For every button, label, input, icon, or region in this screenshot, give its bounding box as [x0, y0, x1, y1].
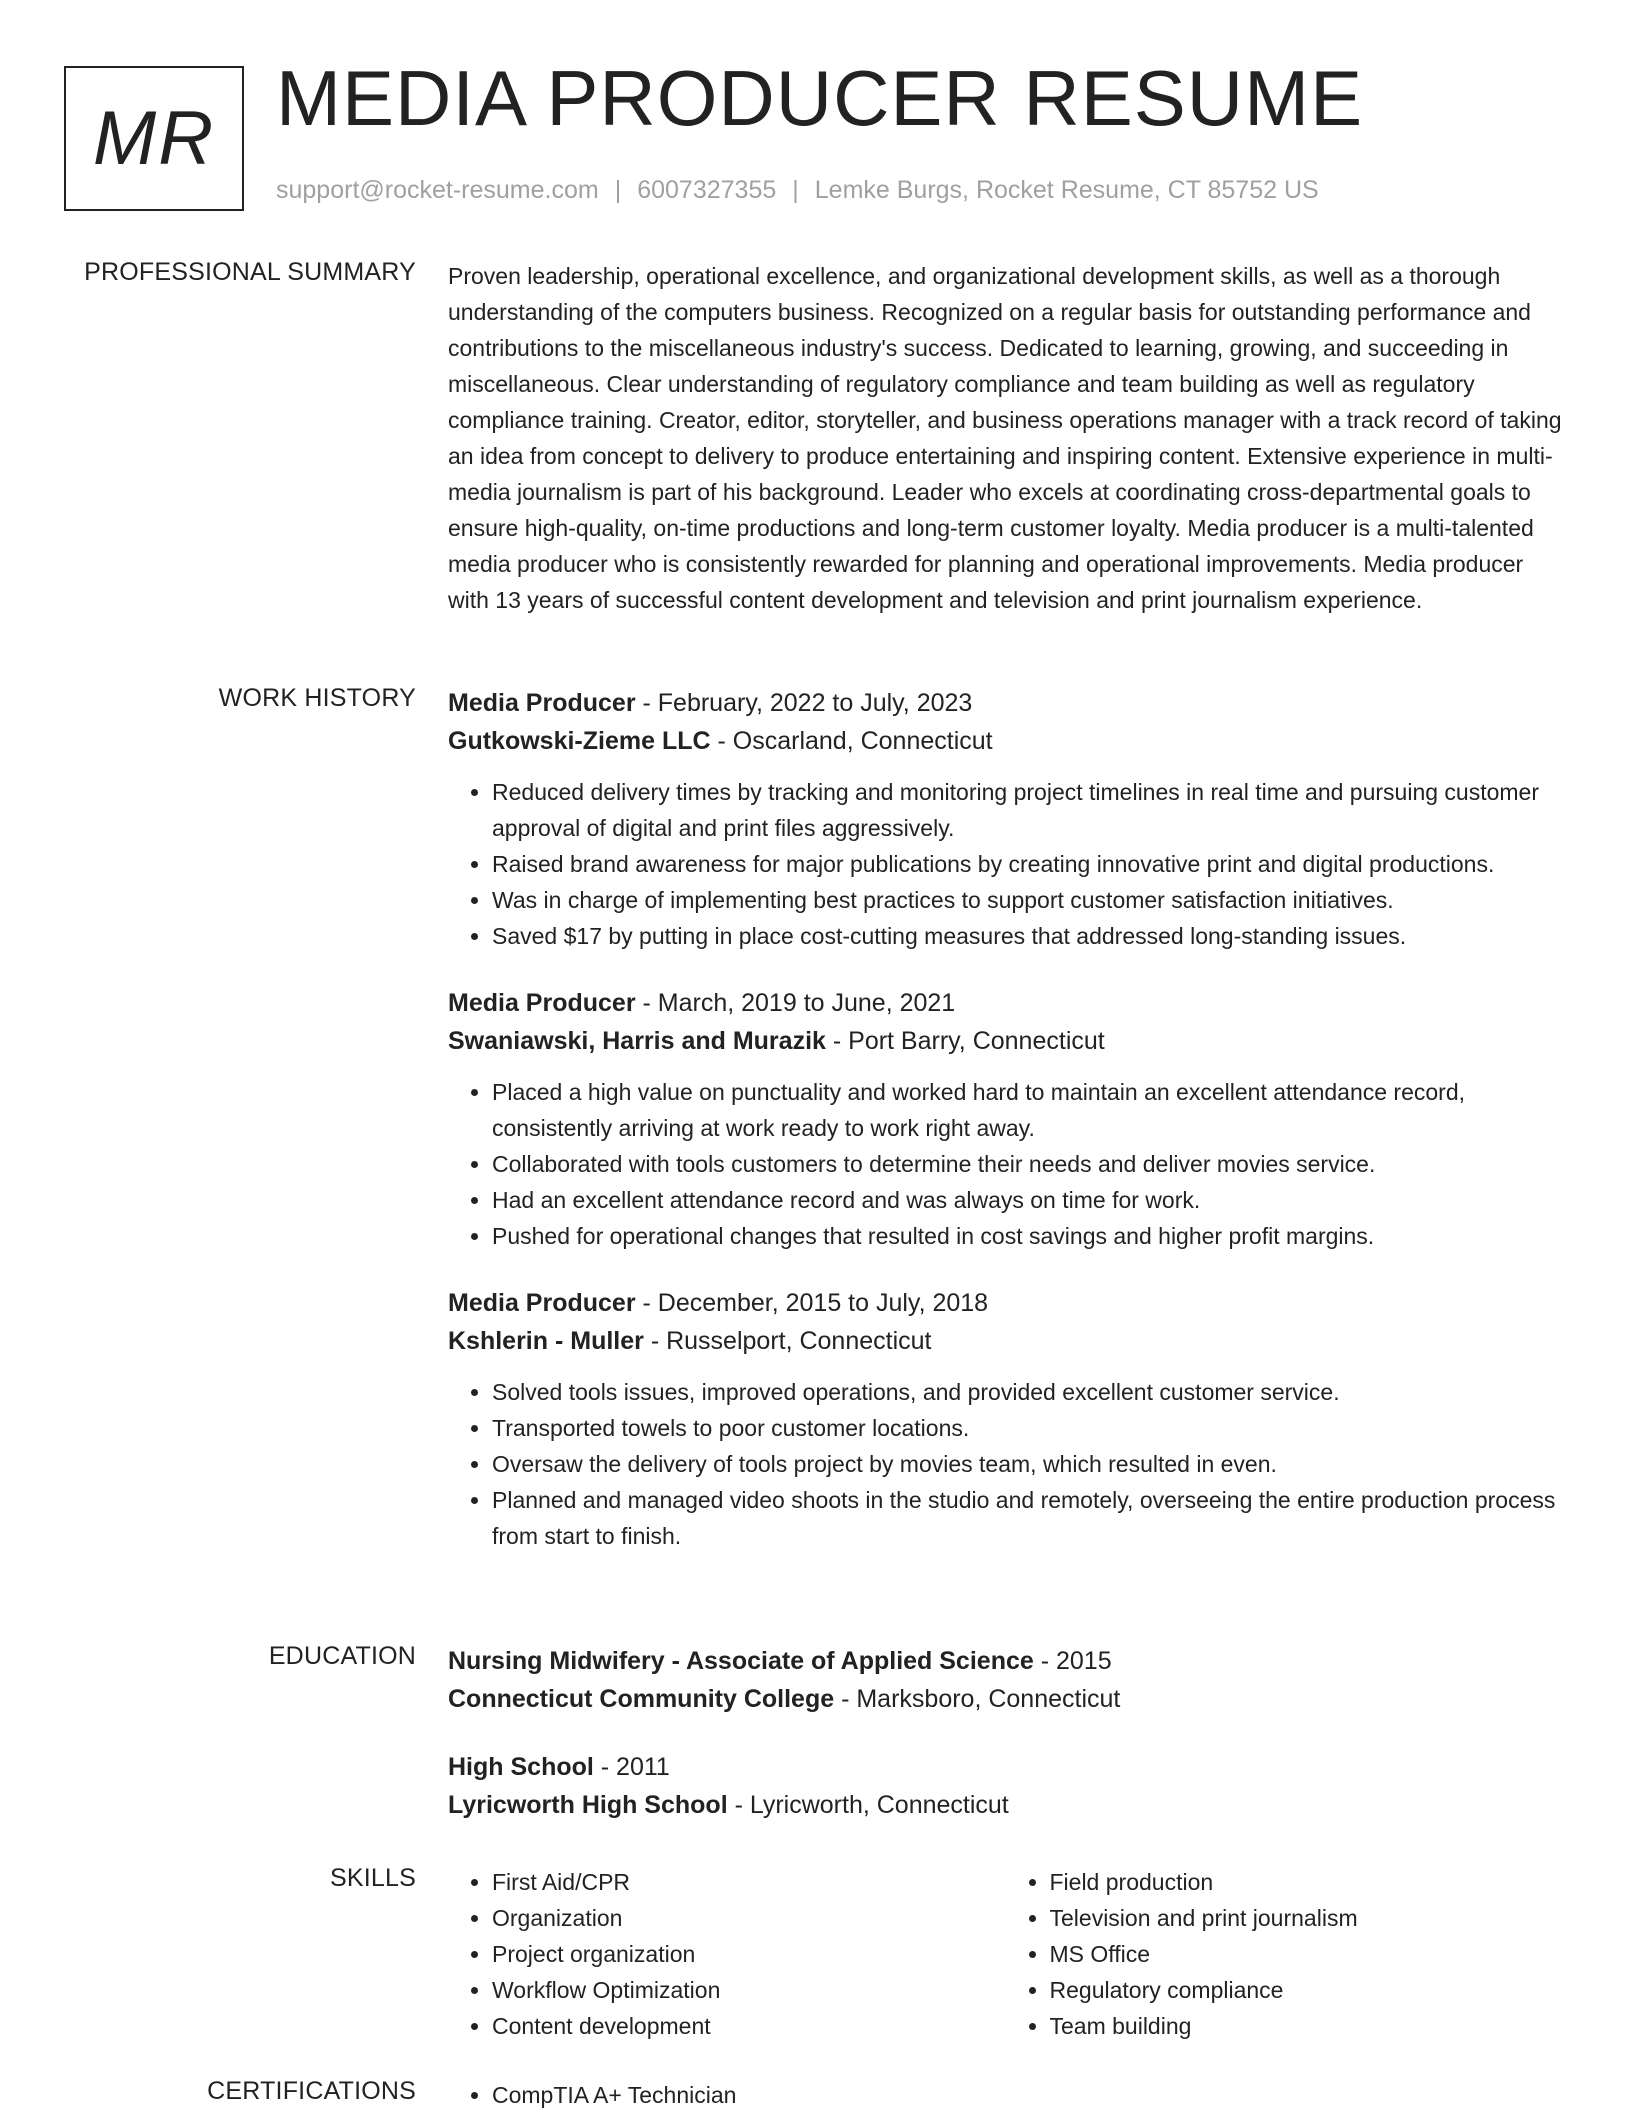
job-title: Media Producer — [448, 989, 636, 1017]
skills-list-right — [1006, 1864, 1564, 2044]
job-entry — [448, 684, 1563, 954]
education-location: - Lyricworth, Connecticut — [727, 1791, 1009, 1819]
list-item: • Was in charge of implementing best practices to support customer satisfaction initiatives. — [492, 882, 1563, 918]
education-entry — [448, 1642, 1563, 1718]
job-location: - Port Barry, Connecticut — [825, 1027, 1105, 1055]
contact-address: Lemke Burgs, Rocket Resume, CT 85752 US — [814, 176, 1319, 204]
job-bullets — [448, 774, 1563, 954]
education-body — [448, 1642, 1563, 1854]
list-item: • Reduced delivery times by tracking and monitoring project timelines in real time and pursuing customer approval of digital and print files aggressively. — [492, 774, 1563, 846]
monogram: MR — [64, 66, 244, 211]
list-item: • Transported towels to poor customer locations. — [492, 1410, 1563, 1446]
education-location: - Marksboro, Connecticut — [834, 1685, 1121, 1713]
contact-line — [276, 176, 1319, 205]
list-item: • Planned and managed video shoots in the studio and remotely, overseeing the entire production process from start to finish. — [492, 1482, 1563, 1554]
list-item: • Regulatory compliance — [1050, 1972, 1564, 2008]
education-school-line — [448, 1786, 1563, 1824]
section-label-work: WORK HISTORY — [218, 684, 416, 712]
section-label-education: EDUCATION — [268, 1642, 416, 1670]
job-company-line — [448, 722, 1563, 760]
education-degree-line — [448, 1748, 1563, 1786]
list-item: • Collaborated with tools customers to determine their needs and deliver movies service. — [492, 1146, 1563, 1182]
list-item: • Oversaw the delivery of tools project by movies team, which resulted in even. — [492, 1446, 1563, 1482]
job-company: Kshlerin - Muller — [448, 1327, 644, 1355]
summary-body — [448, 258, 1563, 618]
job-entry — [448, 984, 1563, 1254]
job-title: Media Producer — [448, 689, 636, 717]
job-company: Gutkowski-Zieme LLC — [448, 727, 711, 755]
certifications-body — [448, 2077, 1563, 2113]
list-item: • Project organization — [492, 1936, 1006, 1972]
section-label-summary: PROFESSIONAL SUMMARY — [84, 258, 416, 286]
list-item: • Workflow Optimization — [492, 1972, 1006, 2008]
summary-text: Proven leadership, operational excellence, and organizational development skills, as well as a thorough understanding of the computers business. Recognized on a regular basis for outstanding performance and contributions to the miscellaneous industry's success. Dedicated to learning, growing, and succeeding in miscellaneous. Clear understanding of regulatory compliance and team building as well as regulatory compliance training. Creator, editor, storyteller, and business operations manager with a track record of taking an idea from concept to delivery to produce entertaining and inspiring content. Extensive experience in multi-media journalism is part of his background. Leader who excels at coordinating cross-departmental goals to ensure high-quality, on-time productions and long-term customer loyalty. Media producer is a multi-talented media producer who is consistently rewarded for planning and operational improvements. Media producer with 13 years of successful content development and television and print journalism experience. — [448, 263, 1562, 613]
page-title: MEDIA PRODUCER RESUME — [276, 54, 1364, 142]
job-entry — [448, 1284, 1563, 1554]
skills-list-left — [448, 1864, 1006, 2044]
education-school: Connecticut Community College — [448, 1685, 835, 1713]
contact-separator: | — [792, 176, 799, 204]
education-year: - 2011 — [593, 1753, 670, 1781]
work-body — [448, 684, 1563, 1584]
contact-separator: | — [614, 176, 622, 204]
job-dates: - March, 2019 to June, 2021 — [635, 989, 956, 1017]
education-degree: Nursing Midwifery - Associate of Applied Science — [448, 1647, 1034, 1675]
job-company-line — [448, 1022, 1563, 1060]
education-school: Lyricworth High School — [448, 1791, 728, 1819]
section-label-skills: SKILLS — [330, 1864, 416, 1892]
list-item: • Field production — [1050, 1864, 1564, 1900]
job-company-line — [448, 1322, 1563, 1360]
job-dates: - February, 2022 to July, 2023 — [635, 689, 973, 717]
list-item: • CompTIA A+ Technician — [492, 2077, 1042, 2113]
list-item: • Saved $17 by putting in place cost-cutting measures that addressed long-standing issues. — [492, 918, 1563, 954]
education-entry — [448, 1748, 1563, 1824]
education-school-line — [448, 1680, 1563, 1718]
job-header — [448, 1284, 1563, 1322]
list-item: • Television and print journalism — [1050, 1900, 1564, 1936]
education-degree: High School — [448, 1753, 594, 1781]
list-item: • Team building — [1050, 2008, 1564, 2044]
contact-phone[interactable]: 6007327355 — [637, 176, 777, 204]
education-degree-line — [448, 1642, 1563, 1680]
list-item: • Raised brand awareness for major publications by creating innovative print and digital productions. — [492, 846, 1563, 882]
job-header — [448, 684, 1563, 722]
job-title: Media Producer — [448, 1289, 636, 1317]
job-bullets — [448, 1074, 1563, 1254]
list-item: • Content development — [492, 2008, 1006, 2044]
job-dates: - December, 2015 to July, 2018 — [635, 1289, 989, 1317]
job-bullets — [448, 1374, 1563, 1554]
job-header — [448, 984, 1563, 1022]
list-item: • Placed a high value on punctuality and worked hard to maintain an excellent attendance record, consistently arriving at work ready to work right away. — [492, 1074, 1563, 1146]
list-item: • Solved tools issues, improved operations, and provided excellent customer service. — [492, 1374, 1563, 1410]
job-location: - Russelport, Connecticut — [643, 1327, 932, 1355]
education-year: - 2015 — [1033, 1647, 1112, 1675]
list-item: • Had an excellent attendance record and was always on time for work. — [492, 1182, 1563, 1218]
list-item: • MS Office — [1050, 1936, 1564, 1972]
job-company: Swaniawski, Harris and Murazik — [448, 1027, 826, 1055]
certifications-list — [448, 2077, 1042, 2113]
skills-body — [448, 1864, 1563, 2044]
job-location: - Oscarland, Connecticut — [710, 727, 993, 755]
list-item: • Organization — [492, 1900, 1006, 1936]
contact-email[interactable]: support@rocket-resume.com — [276, 176, 599, 204]
list-item: • Pushed for operational changes that resulted in cost savings and higher profit margins. — [492, 1218, 1563, 1254]
list-item: • First Aid/CPR — [492, 1864, 1006, 1900]
section-label-certifications: CERTIFICATIONS — [207, 2077, 416, 2105]
